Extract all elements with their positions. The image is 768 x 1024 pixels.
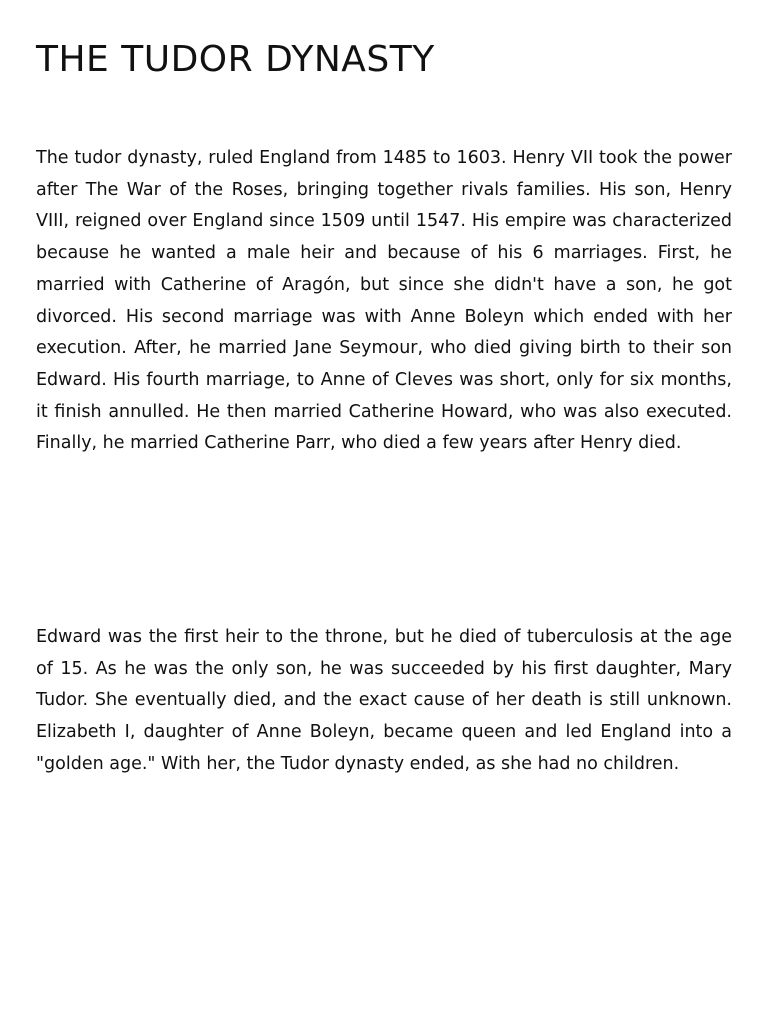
paragraph-henry-viii: The tudor dynasty, ruled England from 1485 to 1603. Henry VII took the power after The War of the Roses, bringing together rivals families. His son, Henry VIII, reigned over England since 1509 until 1547. His empire was characterized because he wanted a male heir and because of his 6 marriages. First, he married with Catherine of Aragón, but since she didn't have a son, he got divorced. His second marriage was with Anne Boleyn which ended with her execution. After, he married Jane Seymour, who died giving birth to their son Edward. His fourth marriage, to Anne of Cleves was short, only for six months, it finish annulled. He then married Catherine Howard, who was also executed. Finally, he married Catherine Parr, who died a few years after Henry died. — [36, 148, 732, 454]
paragraph-succession: Edward was the first heir to the throne, but he died of tuberculosis at the age of 15. As he was the only son, he was succeeded by his first daughter, Mary Tudor. She eventually died, and the exact cause of her death is still unknown. Elizabeth I, daughter of Anne Boleyn, became queen and led England into a "golden age." With her, the Tudor dynasty ended, as she had no children. — [36, 627, 732, 774]
document-title: THE TUDOR DYNASTY — [36, 39, 435, 80]
